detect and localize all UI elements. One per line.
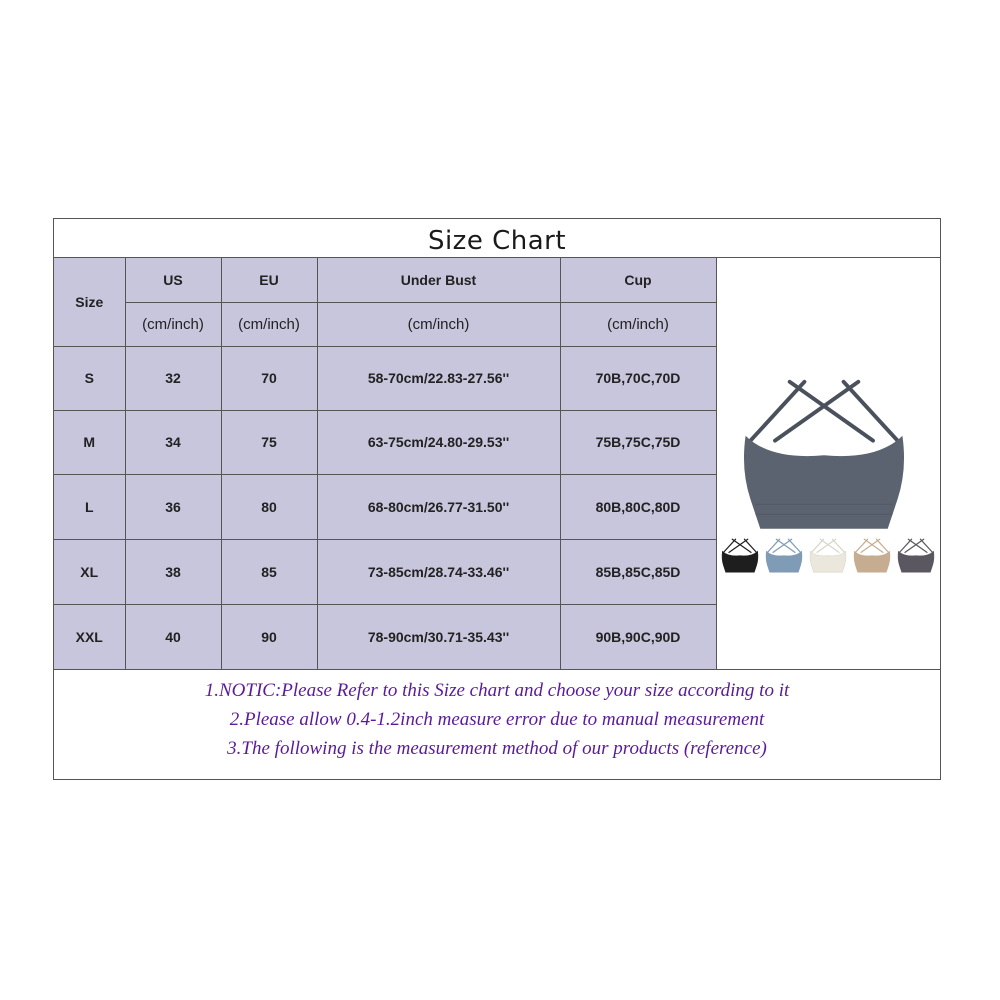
under-bust-cell: 73-85cm/28.74-33.46''	[317, 539, 560, 604]
eu-cell: 70	[221, 346, 317, 410]
table-row	[54, 539, 716, 604]
eu-cell: 75	[221, 410, 317, 474]
table-row	[54, 604, 716, 669]
cup-cell: 80B,80C,80D	[560, 474, 716, 539]
note-1: 1.NOTIC:Please Refer to this Size chart and choose your size according to it	[204, 680, 790, 701]
under-bust-unit: (cm/inch)	[317, 302, 560, 346]
color-swatch-black	[722, 539, 758, 572]
size-cell: M	[54, 410, 125, 474]
eu-unit: (cm/inch)	[221, 302, 317, 346]
color-swatch-beige	[854, 539, 890, 572]
color-swatch-white	[810, 539, 846, 572]
size-cell: L	[54, 474, 125, 539]
us-cell: 34	[125, 410, 221, 474]
size-cell: XL	[54, 539, 125, 604]
under-bust-cell: 58-70cm/22.83-27.56''	[317, 346, 560, 410]
unit-row	[54, 302, 716, 346]
product-photo	[716, 258, 940, 669]
table-row	[54, 346, 716, 410]
cup-unit: (cm/inch)	[560, 302, 716, 346]
us-cell: 32	[125, 346, 221, 410]
note-3: 3.The following is the measurement method of our products (reference)	[227, 738, 767, 759]
chart-title: Size Chart	[54, 219, 940, 258]
cup-header: Cup	[560, 258, 716, 302]
cup-cell: 70B,70C,70D	[560, 346, 716, 410]
us-unit: (cm/inch)	[125, 302, 221, 346]
sports-bra-main-image	[744, 382, 904, 529]
size-cell: XXL	[54, 604, 125, 669]
us-cell: 40	[125, 604, 221, 669]
size-chart	[53, 218, 941, 780]
size-cell: S	[54, 346, 125, 410]
under-bust-header: Under Bust	[317, 258, 560, 302]
us-cell: 38	[125, 539, 221, 604]
size-header: Size	[54, 258, 125, 346]
size-table	[54, 258, 717, 669]
cup-cell: 90B,90C,90D	[560, 604, 716, 669]
notes	[54, 669, 940, 779]
color-swatch-gray	[898, 539, 934, 572]
us-cell: 36	[125, 474, 221, 539]
us-header: US	[125, 258, 221, 302]
cup-cell: 85B,85C,85D	[560, 539, 716, 604]
under-bust-cell: 63-75cm/24.80-29.53''	[317, 410, 560, 474]
table-row	[54, 410, 716, 474]
cup-cell: 75B,75C,75D	[560, 410, 716, 474]
under-bust-cell: 78-90cm/30.71-35.43''	[317, 604, 560, 669]
under-bust-cell: 68-80cm/26.77-31.50''	[317, 474, 560, 539]
color-swatch-blue	[766, 539, 802, 572]
header-row	[54, 258, 716, 302]
eu-cell: 80	[221, 474, 317, 539]
table-row	[54, 474, 716, 539]
eu-cell: 85	[221, 539, 317, 604]
eu-header: EU	[221, 258, 317, 302]
eu-cell: 90	[221, 604, 317, 669]
note-2: 2.Please allow 0.4-1.2inch measure error due to manual measurement	[229, 709, 765, 730]
